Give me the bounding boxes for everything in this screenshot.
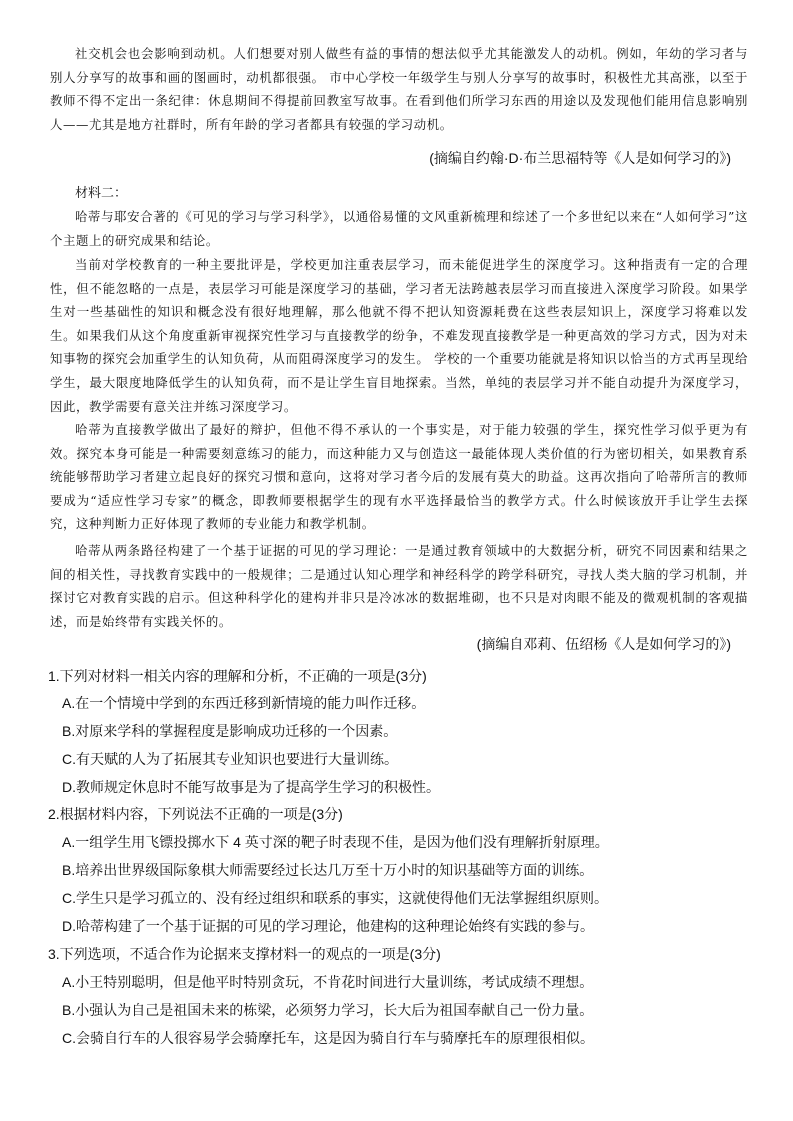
material2-paragraph-1: 哈蒂与耶安合著的《可见的学习与学习科学》，以通俗易懂的文风重新梳理和综述了一个多世纪以来在“人如何学习”这个主题上的研究成果和结论。: [50, 209, 748, 248]
question-1-option-a: A.在一个情境中学到的东西迁移到新情境的能力叫作迁移。: [62, 695, 426, 711]
material2-paragraph-4: 哈蒂从两条路径构建了一个基于证据的可见的学习理论：一是通过教育领域中的大数据分析，研究不同因素和结果之间的相关性，寻找教育实践中的一般规律；二是通过认知心理学和神经科学的跨学科研究，寻找人类大脑的学习机制，并探讨它对教育实践的启示。但这种科学化的建构并非只是冷冰冰的数据堆砌，也不只是对肉眼不能及的微观机制的客观描述，而是始终带有实践关怀的。: [50, 543, 748, 629]
question-2-stem: 2.根据材料内容，下列说法不正确的一项是(3分): [48, 806, 343, 822]
material2-source: (摘编自邓莉、伍绍杨《人是如何学习的》): [476, 636, 731, 652]
material1-source: (摘编自约翰·D·布兰思福特等《人是如何学习的》): [429, 150, 731, 166]
material2-paragraph-2: 当前对学校教育的一种主要批评是，学校更加注重表层学习，而未能促进学生的深度学习。这种指责有一定的合理性，但不能忽略的一点是，表层学习可能是深度学习的基础，学习者无法跨越表层学习而直接进入深度学习阶段。如果学生对一些基础性的知识和概念没有很好地理解，那么他就不得不把认知资源耗费在这些表层知识上，深度学习将难以发生。如果我们从这个角度重新审视探究性学习与直接教学的纷争，不难发现直接教学是一种更高效的学习方式，因为对未知事物的探究会加重学生的认知负荷，从而阻碍深度学习的发生。 学校的一个重要功能就是将知识以恰当的方式再呈现给学生，最大限度地降低学生的认知负荷，而不是让学生盲目地探索。当然，单纯的表层学习并不能自动提升为深度学习，因此，教学需要有意关注并练习深度学习。: [50, 257, 748, 414]
material2-heading: 材料二：: [75, 185, 128, 200]
question-2-option-d: D.哈蒂构建了一个基于证据的可见的学习理论，他建构的这种理论始终有实践的参与。: [62, 918, 594, 934]
question-2-option-a: A.一组学生用飞镖投掷水下 4 英寸深的靶子时表现不佳，是因为他们没有理解折射原理。: [62, 834, 609, 850]
question-1-option-b: B.对原来学科的掌握程度是影响成功迁移的一个因素。: [62, 723, 398, 739]
question-2-option-b: B.培养出世界级国际象棋大师需要经过长达几万至十万小时的知识基础等方面的训练。: [62, 862, 594, 878]
question-1-option-c: C.有天赋的人为了拓展其专业知识也要进行大量训练。: [62, 751, 398, 767]
question-1-stem: 1.下列对材料一相关内容的理解和分析，不正确的一项是(3分): [48, 668, 427, 684]
question-3-option-b: B.小强认为自己是祖国未来的栋梁，必须努力学习，长大后为祖国奉献自己一份力量。: [62, 1002, 594, 1018]
question-3-option-c: C.会骑自行车的人很容易学会骑摩托车，这是因为骑自行车与骑摩托车的原理很相似。: [62, 1030, 594, 1046]
question-1-option-d: D.教师规定休息时不能写故事是为了提高学生学习的积极性。: [62, 779, 440, 795]
material1-paragraph: 社交机会也会影响到动机。人们想要对别人做些有益的事情的想法似乎尤其能激发人的动机。例如，年幼的学习者与别人分享写的故事和画的图画时，动机都很强。 市中心学校一年级学生与别人分享写的故事时，积极性尤其高涨，以至于教师不得不定出一条纪律：休息期间不得提前回教室写故事。在看到他们所学习东西的用途以及发现他们能用信息影响别人——尤其是地方社群时，所有年龄的学习者都具有较强的学习动机。: [50, 46, 748, 132]
question-2-option-c: C.学生只是学习孤立的、没有经过组织和联系的事实，这就使得他们无法掌握组织原则。: [62, 890, 608, 906]
question-3-stem: 3.下列选项，不适合作为论据来支撑材料一的观点的一项是(3分): [48, 946, 441, 962]
material2-paragraph-3: 哈蒂为直接教学做出了最好的辩护，但他不得不承认的一个事实是，对于能力较强的学生，探究性学习似乎更为有效。探究本身可能是一种需要刻意练习的能力，而这种能力又与创造这一最能体现人类价值的行为密切相关，如果教育系统能够帮助学习者建立起良好的探究习惯和意向，这将对学习者今后的发展有莫大的助益。这再次指向了哈蒂所言的教师要成为“适应性学习专家”的概念，即教师要根据学生的现有水平选择最恰当的教学方式。什么时候该放开手让学生去探究，这种判断力正好体现了教师的专业能力和教学机制。: [50, 422, 748, 532]
question-3-option-a: A.小王特别聪明，但是他平时特别贪玩，不肯花时间进行大量训练，考试成绩不理想。: [62, 974, 594, 990]
